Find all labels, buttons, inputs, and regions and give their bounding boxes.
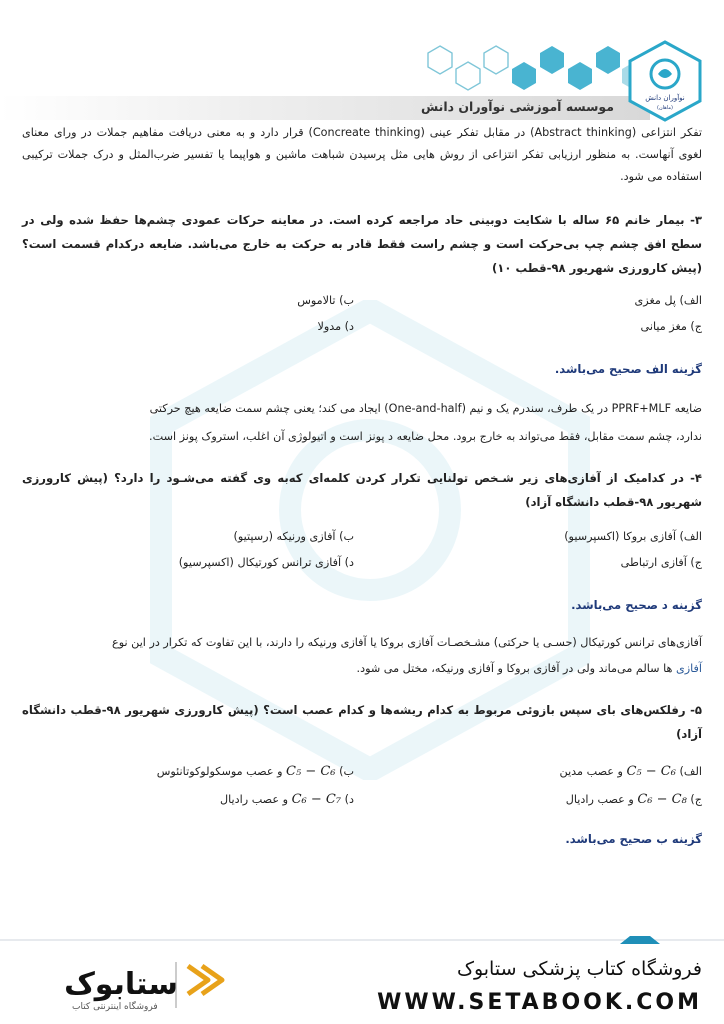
q4-explanation-line2 [22, 658, 702, 680]
q5-option-a-roots: C₅ − C₆ [626, 764, 676, 779]
q5-option-b-roots: C₅ − C₆ [286, 764, 336, 779]
intro-paragraph: تفکر انتزاعی (Abstract thinking) در مقابل تفکر عینی (Concreate thinking) قرار دارد و به معنی دریافت مفاهیم جملات در ورای معنای لغوی آنهاست. به منظور ارزیابی تفکر انتزاعی از روش هایی مثل پرسیدن شباهت ماشین و هواپیما یا تفسیر ضرب‌المثل و درک جملات ترکیبی استفاده می شود. [22, 126, 702, 183]
institute-logo [626, 40, 704, 122]
logo-sub: (ماهان) [657, 105, 673, 111]
q4-explanation-line1: آفازی‌های ترانس کورتیکال (حسـی یا حرکتی) مشـخصـات آفازی بروکا یا آفازی ورنیکه را دارند، با این تفاوت که تکرار در این نوع [112, 636, 702, 649]
q5-option-d-roots: C₆ − C₇ [291, 792, 342, 807]
q5-option-c-label: ج) [690, 793, 702, 806]
q5-option-a-label: الف) [679, 765, 702, 778]
q3-option-b: ب) تالاموس [297, 294, 354, 307]
q5-option-d-label: د) [344, 793, 354, 806]
q5-option-c [566, 792, 702, 807]
q3-explanation-line1: ضایعه PPRF+MLF در یک طرف، سندرم یک و نیم (One-and-half) ایجاد می کند؛ یعنی چشم سمت ضایعه هیچ حرکتی [149, 402, 702, 415]
q5-option-a-nerve: و عصب مدین [559, 765, 623, 778]
q3-option-a: الف) پل مغزی [634, 294, 702, 307]
question-5: ۵- رفلکس‌های بای سپس بازوئی مربوط به کدام ریشه‌ها و کدام عصب است؟ (پیش کارورزی شهریور ۹۸-قطب دانشگاه آزاد) [22, 703, 702, 741]
q5-option-a [560, 764, 702, 779]
footer-website[interactable]: WWW.SETABOOK.COM [377, 990, 702, 1015]
q3-option-c: ج) مغز میانی [640, 320, 702, 333]
q5-option-d [220, 792, 354, 807]
q4-option-b: ب) آفازی ورنیکه (رسپتیو) [233, 530, 354, 543]
logo-name: نوآوران دانش [645, 94, 685, 102]
hexagon-decoration [410, 38, 640, 98]
institute-title: موسسه آموزشی نوآوران دانش [420, 99, 614, 114]
q5-option-d-nerve: و عصب رادیال [220, 793, 289, 806]
q4-option-c: ج) آفازی ارتباطی [620, 556, 702, 569]
q5-option-b-nerve: و عصب موسکولوکوتانئوس [156, 765, 283, 778]
brand-subtitle: فروشگاه اینترنتی کتاب [72, 1002, 158, 1012]
brand-text: ستابوک [64, 967, 178, 1002]
q5-option-c-roots: C₆ − C₈ [637, 792, 687, 807]
aphasia-highlight: آفازی [675, 662, 702, 675]
q5-option-c-nerve: و عصب رادیال [565, 793, 634, 806]
q4-explanation-rest: ها سالم می‌ماند ولی در آفازی بروکا و آفازی ورنیکه، مختل می شود. [356, 662, 676, 675]
q5-option-b-label: ب) [339, 765, 354, 778]
footer-shop-name: فروشگاه کتاب پزشکی ستابوک [456, 958, 702, 980]
footer-line [0, 936, 724, 944]
q3-option-d: د) مدولا [317, 320, 354, 333]
q4-option-a: الف) آفازی بروکا (اکسپرسیو) [564, 530, 702, 543]
q4-option-d: د) آفازی ترانس کورتیکال (اکسپرسیو) [178, 556, 354, 569]
question-4: ۴- در کدامیک از آفازی‌های زیر شـخص تولنایی تکرار کردن کلمه‌ای که‌به وی گفته می‌شـود را دارد؟ (پیش کارورزی شهریور ۹۸-قطب دانشگاه آزاد) [22, 471, 702, 509]
q5-option-b [157, 764, 354, 779]
q3-explanation-line2: ندارد، چشم سمت مقابل، فقط می‌تواند به خارج برود. محل ضایعه د پونز است و اتیولوژی آن اغلب، استروک پونز است. [149, 430, 702, 443]
q3-answer: گزینه الف صحیح می‌باشد. [554, 362, 702, 376]
q5-answer: گزینه ب صحیح می‌باشد. [565, 832, 702, 846]
q4-answer: گزینه د صحیح می‌باشد. [571, 598, 702, 612]
question-3: ۳- بیمار خانم ۶۵ ساله با شکایت دوبینی حاد مراجعه کرده است. در معاینه حرکات عمودی چشم‌ها حفظ شده ولی در سطح افق چشم چپ بی‌حرکت است و چشم راست فقط قادر به حرکت به خارج می‌باشد. ضایعه درکدام قسمت است؟ (پیش کارورزی شهریور ۹۸-قطب ۱۰) [22, 213, 702, 275]
